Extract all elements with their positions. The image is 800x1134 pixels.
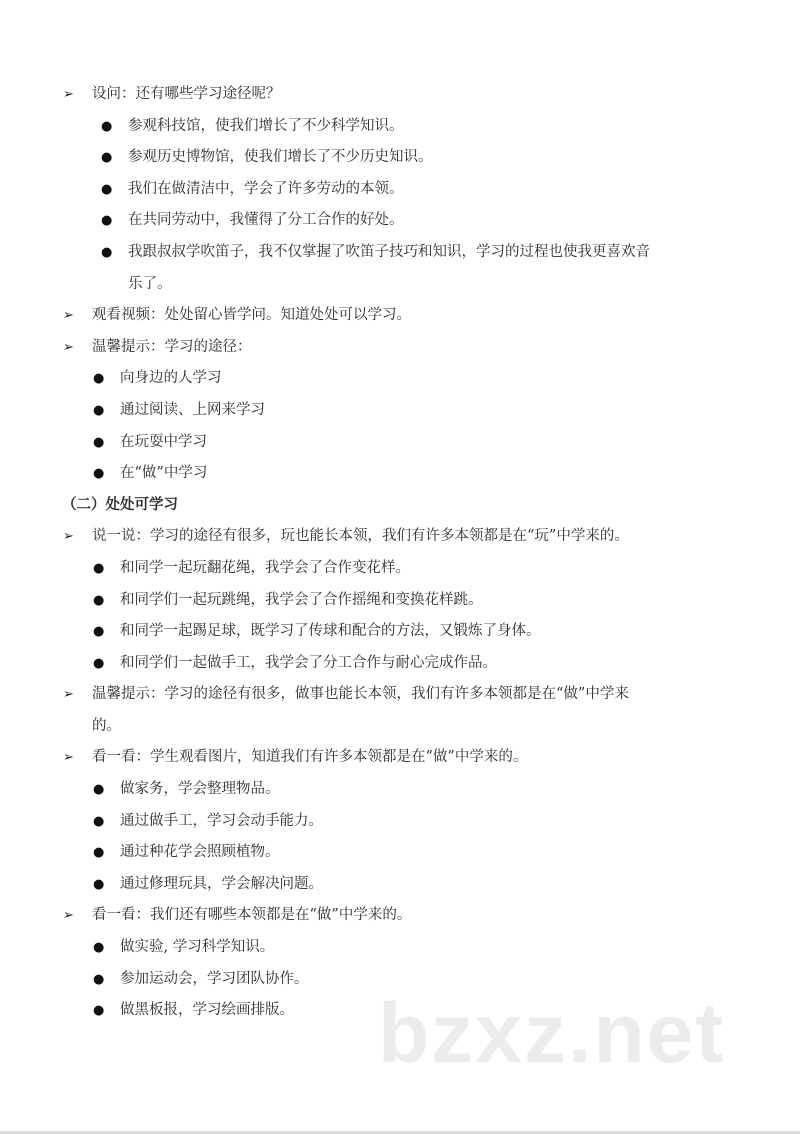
list-item-text: 通过种花学会照顾植物。 — [120, 844, 280, 861]
list-item — [0, 869, 800, 901]
bullet-icon: ● — [93, 1003, 105, 1019]
list-item — [0, 774, 800, 806]
arrow-item-continuation — [0, 711, 800, 743]
arrow-bullet-icon: ➢ — [63, 339, 74, 355]
bullet-icon: ● — [101, 213, 113, 229]
bullet-icon: ● — [101, 150, 113, 166]
list-item-text: 参加运动会，学习团队协作。 — [120, 970, 309, 987]
bullet-icon: ● — [93, 402, 105, 418]
list-item — [0, 363, 800, 395]
bullet-icon: ● — [93, 940, 105, 956]
bullet-icon: ● — [93, 655, 105, 671]
list-item — [0, 458, 800, 490]
list-item-text: 和同学们一起玩跳绳，我学会了合作摇绳和变换花样跳。 — [120, 591, 483, 608]
arrow-item-text: 看一看：学生观看图片，知道我们有许多本领都是在“做”中学来的。 — [92, 749, 528, 766]
list-item — [0, 806, 800, 838]
list-item-text: 和同学一起踢足球，既学习了传球和配合的方法，又锻炼了身体。 — [120, 623, 541, 640]
list-item-text: 向身边的人学习 — [120, 370, 222, 387]
section-heading-text: （二）处处可学习 — [62, 496, 178, 513]
list-item-text: 和同学一起玩翻花绳，我学会了合作变花样。 — [120, 559, 410, 576]
arrow-item-text: 设问：还有哪些学习途径呢？ — [92, 86, 281, 102]
arrow-item-text: 说一说：学习的途径有很多，玩也能长本领，我们有许多本领都是在“玩”中学来的。 — [92, 528, 629, 545]
watermark: bzxz.net — [378, 986, 726, 1080]
list-item — [0, 237, 800, 269]
list-item — [0, 585, 800, 617]
list-item-text: 在玩耍中学习 — [120, 433, 207, 450]
arrow-item-text: 观看视频：处处留心皆学问。知道处处可以学习。 — [92, 307, 411, 324]
bullet-icon: ● — [93, 560, 105, 576]
list-item — [0, 648, 800, 680]
list-item-text: 我跟叔叔学吹笛子，我不仅掌握了吹笛子技巧和知识，学习的过程也使我更喜欢音 — [128, 243, 650, 260]
list-item-text: 通过修理玩具，学会解决问题。 — [120, 875, 323, 892]
bullet-icon: ● — [93, 782, 105, 798]
arrow-item — [0, 679, 800, 711]
bullet-icon: ● — [93, 592, 105, 608]
arrow-item — [0, 332, 800, 364]
bullet-icon: ● — [101, 118, 113, 134]
bullet-icon: ● — [93, 876, 105, 892]
list-item — [0, 205, 800, 237]
arrow-bullet-icon: ➢ — [63, 308, 74, 324]
list-item — [0, 553, 800, 585]
arrow-item — [0, 300, 800, 332]
list-item — [0, 395, 800, 427]
list-item-text: 在共同劳动中，我懂得了分工合作的好处。 — [128, 212, 404, 229]
arrow-item — [0, 742, 800, 774]
list-item-continuation — [0, 269, 800, 301]
arrow-bullet-icon: ➢ — [63, 750, 74, 766]
arrow-item-text: 温馨提示：学习的途径： — [92, 338, 252, 355]
bullet-icon: ● — [101, 244, 113, 260]
arrow-item — [0, 900, 800, 932]
list-item-text: 在“做”中学习 — [120, 465, 208, 482]
list-item — [0, 142, 800, 174]
list-item — [0, 111, 800, 143]
bullet-icon: ● — [93, 434, 105, 450]
list-item-text: 参观科技馆，使我们增长了不少科学知识。 — [128, 117, 404, 134]
bullet-icon: ● — [93, 466, 105, 482]
arrow-bullet-icon: ➢ — [63, 687, 74, 703]
list-item-text: 和同学们一起做手工，我学会了分工合作与耐心完成作品。 — [120, 654, 497, 671]
bullet-icon: ● — [93, 845, 105, 861]
arrow-item — [0, 521, 800, 553]
bullet-icon: ● — [93, 971, 105, 987]
list-item-text: 我们在做清洁中，学会了许多劳动的本领。 — [128, 180, 404, 197]
arrow-bullet-icon: ➢ — [63, 87, 74, 102]
arrow-item — [0, 79, 800, 111]
arrow-bullet-icon: ➢ — [63, 529, 74, 545]
arrow-item-text: 温馨提示：学习的途径有很多，做事也能长本领，我们有许多本领都是在“做”中学来 — [92, 686, 629, 703]
arrow-item-text: 的。 — [92, 717, 121, 734]
list-item-text: 通过阅读、上网来学习 — [120, 401, 265, 418]
document-page — [0, 79, 800, 1027]
section-heading — [0, 490, 800, 522]
bullet-icon: ● — [101, 181, 113, 197]
list-item-text: 通过做手工，学习会动手能力。 — [120, 812, 323, 829]
list-item-text: 乐了。 — [128, 275, 172, 292]
list-item — [0, 837, 800, 869]
list-item-text: 参观历史博物馆，使我们增长了不少历史知识。 — [128, 149, 433, 166]
bullet-icon: ● — [93, 624, 105, 640]
list-item-text: 做黑板报，学习绘画排版。 — [120, 1002, 294, 1019]
arrow-item-text: 看一看：我们还有哪些本领都是在“做”中学来的。 — [92, 907, 412, 924]
list-item-text: 做家务，学会整理物品。 — [120, 781, 280, 798]
list-item — [0, 427, 800, 459]
bullet-icon: ● — [93, 813, 105, 829]
bullet-icon: ● — [93, 371, 105, 387]
list-item-text: 做实验, 学习科学知识。 — [120, 939, 275, 956]
list-item — [0, 174, 800, 206]
arrow-bullet-icon: ➢ — [63, 908, 74, 924]
list-item — [0, 616, 800, 648]
list-item — [0, 932, 800, 964]
